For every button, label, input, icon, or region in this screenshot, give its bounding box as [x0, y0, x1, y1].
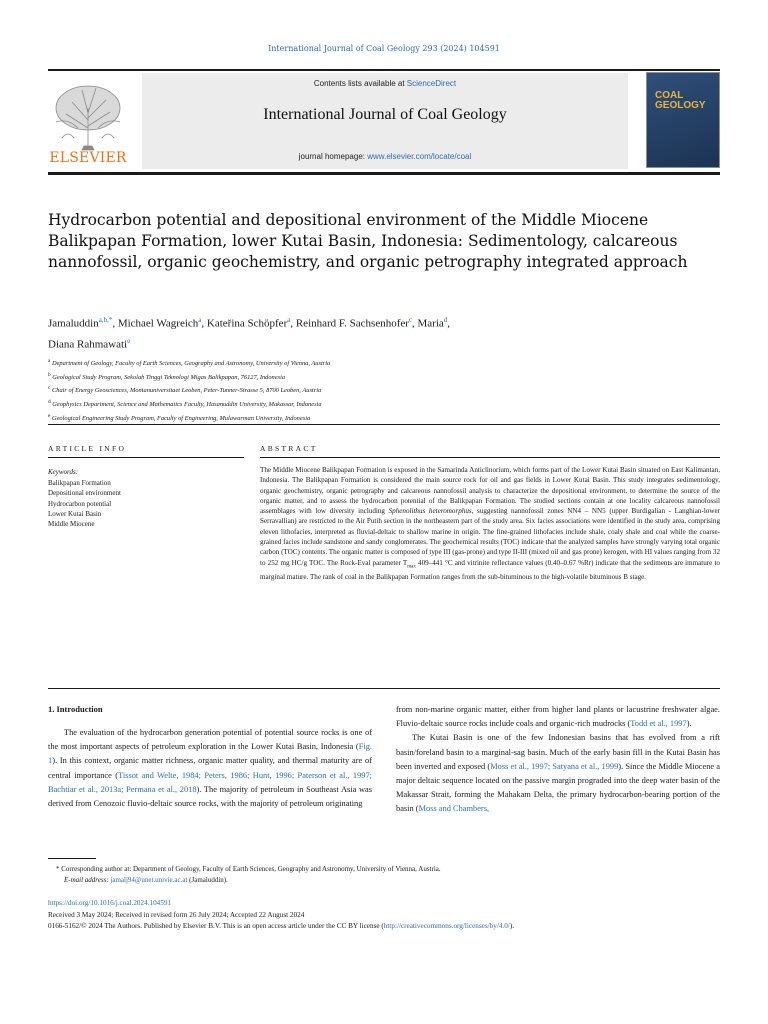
- affiliation-list: [48, 356, 688, 424]
- author-name[interactable]: Kateřina Schöpfer: [206, 317, 288, 330]
- affiliation: $^d$ Geophysics Department, Science and Mathematics Faculty, Hasanuddin University, Makassar, Indonesia: [48, 398, 322, 408]
- body-column-right: [396, 703, 720, 817]
- footnote-rule: [48, 858, 96, 859]
- author-affil-marker[interactable]: a: [198, 316, 202, 324]
- cover-title: COAL GEOLOGY: [655, 90, 706, 111]
- author-affil-marker[interactable]: c: [408, 316, 413, 324]
- contents-line: [142, 79, 628, 88]
- paragraph: The evaluation of the hydrocarbon generation potential of potential source rocks is one of the most important aspects of petroleum exploration in the Lower Kutai Basin, Indonesia (Fig. 1). In this context, organic matter richness, organic matter quality, and thermal maturity are of central importance (Tissot and Welte, 1984; Peters, 1986; Hunt, 1996; Paterson et al., 1997; Bachtiar et al., 2013a; Permana et al., 2018). The majority of petroleum in Southeast Asia was derived from Cenozoic fluvio-deltaic source rocks, with the majority of petroleum originating: [48, 728, 372, 809]
- article-title: Hydrocarbon potential and depositional environment of the Middle Miocene Balikpapan Formation, lower Kutai Basin, Indonesia: Sedimentology, calcareous nannofossil, organic geochemistry, and organic petrography integrated approach: [48, 211, 688, 271]
- abstract-rule: [260, 457, 720, 458]
- section-rule: [48, 424, 720, 425]
- keyword: Hydrocarbon potential: [48, 499, 112, 508]
- sciencedirect-link[interactable]: ScienceDirect: [406, 79, 457, 88]
- received-dates: Received 3 May 2024; Received in revised form 26 July 2024; Accepted 22 August 2024: [48, 910, 305, 919]
- masthead-top-rule: [48, 69, 720, 71]
- license-link[interactable]: http://creativecommons.org/licenses/by/4.0/: [383, 922, 510, 930]
- author-affil-marker[interactable]: d: [443, 316, 448, 324]
- keywords-label: Keywords:: [48, 468, 79, 476]
- keyword: Lower Kutai Basin: [48, 509, 102, 518]
- citation-link[interactable]: Moss and Chambers,: [418, 804, 490, 814]
- keyword: Middle Miocene: [48, 520, 95, 529]
- author-name[interactable]: Reinhard F. Sachsenhofer: [295, 317, 409, 330]
- affiliation: $^e$ Geological Engineering Study Program, Faculty of Engineering, Mulawarman University, Indonesia: [48, 412, 311, 422]
- citation-link[interactable]: Todd et al., 1997: [630, 719, 687, 729]
- journal-citation-link[interactable]: International Journal of Coal Geology 293 (2024) 104591: [268, 44, 500, 53]
- keyword: Balikpapan Formation: [48, 479, 111, 487]
- homepage-prefix: journal homepage:: [298, 152, 368, 161]
- figure-reference-link[interactable]: Fig. 1: [48, 742, 372, 766]
- author-name[interactable]: Jamaluddin: [48, 317, 99, 330]
- doi-link[interactable]: https://doi.org/10.1016/j.coal.2024.104591: [48, 899, 172, 907]
- body-column-left: [48, 726, 372, 811]
- author-affil-marker[interactable]: a,b,*: [98, 316, 113, 324]
- paragraph: The Kutai Basin is one of the few Indonesian basins that has evolved from a rift basin/foreland basin to a marginal-sag basin. Much of the early basin fill in the Kutai Basin has been inverted and exposed (Moss et al., 1997; Satyana et al., 1999). Since the Middle Miocene a major deltaic sequence located on the passive margin prograded into the deep water basin of the Makassar Strait, forming the Mahakam Delta, the primary hydrocarbon-bearing portion of the basin (Moss and Chambers,: [396, 733, 720, 814]
- keyword: Depositional environment: [48, 489, 121, 498]
- citation-link[interactable]: Moss et al., 1997; Satyana et al., 1999: [490, 761, 619, 771]
- journal-title: International Journal of Coal Geology: [263, 106, 507, 123]
- author-name[interactable]: Michael Wagreich: [117, 317, 199, 330]
- author-affil-marker[interactable]: a: [287, 316, 291, 324]
- footnotes: [48, 864, 720, 886]
- email-note: E-mail address: jamalj94@unet.univie.ac.at (Jamaluddin).: [64, 876, 228, 884]
- abstract-bottom-rule: [48, 688, 720, 689]
- journal-homepage-link[interactable]: www.elsevier.com/locate/coal: [367, 152, 472, 161]
- article-info-rule: [48, 457, 244, 458]
- masthead-bottom-rule: [48, 172, 720, 175]
- affiliation: $^b$ Geological Study Program, Sekolah Tinggi Teknologi Migas Balikpapan, 76127, Indonesia: [48, 371, 286, 381]
- author-list: Jamaluddin$^{a,b,*}$, Michael Wagreich$^a$, Kateřina Schöpfer$^a$, Reinhard F. Sachsenhofer$^c$, Maria$^d$, Diana Rahmawati$^e$: [48, 316, 451, 351]
- author-affil-marker[interactable]: e: [127, 336, 131, 345]
- journal-cover-image: [646, 72, 720, 168]
- keyword-list: [48, 478, 121, 529]
- section-heading-introduction: 1. Introduction: [48, 704, 103, 714]
- publisher-wordmark: ELSEVIER: [49, 150, 127, 166]
- abstract-text: The Middle Miocene Balikpapan Formation is exposed in the Samarinda Anticlinorium, which forms part of the Lower Kutai Basin situated on East Kalimantan, Indonesia. The Balikpapan Formation is considered the main source rock for oil and gas fields in Lower Kutai Basin. This study integrates sedimentology, organic geochemistry, organic petrography and calcareous nannofossil analysis to characterize the depositional environment, to determine the source of the organic matter, and to assess the hydrocarbon potential of the Balikpapan Formation. The studied sections contain at one locality calcareous nannofossil assemblages with low diversity including Sphenolithus heteromorphus, suggesting nannofossil zones NN4 – NN5 (upper Burdigalian - Langhian-lower Serravallian) are restricted to the Air Putih section in the northeastern part of the study area. Six facies associations were identified in the study area, comprising eleven lithofacies, interpreted as fluvial-deltaic to shallow marine in origin. The fine-grained lithofacies include shale, coaly shale and coal while the coarse-grained facies include sandstone and sandy conglomerates. The geochemical results (TOC) indicate that the analyzed samples have strongly varying total organic carbon (TOC) contents. The organic matter is composed of type III (gas-prone) and type II-III (mixed oil and gas prone) kerogen, with HI values ranging from 32 to 252 mg HC/g TOC. The Rock-Eval parameter $T_{max}$ 409–441 °C and vitrinite reflectance values (0.40–0.67 %Rr) indicate that the sediments are immature to marginal mature. The rank of coal in the Balikpapan Formation ranges from the sub-bituminous to the high-volatile bituminous B stage.: [260, 466, 720, 582]
- article-metadata: [48, 898, 738, 933]
- journal-masthead-panel: [142, 73, 628, 169]
- affiliation: $^c$ Chair of Energy Geosciences, Montanuniversitaet Leoben, Peter-Tunner-Strasse 5, 8700 Leoben, Austria: [48, 385, 322, 395]
- affiliation: $^a$ Department of Geology, Faculty of Earth Sciences, Geography and Astronomy, University of Vienna, Austria: [48, 358, 331, 368]
- citation-link[interactable]: Tissot and Welte, 1984; Peters, 1986; Hunt, 1996; Paterson et al., 1997; Bachtiar et al., 2013a; Permana et al., 2018: [48, 770, 372, 794]
- author-name[interactable]: Diana Rahmawati: [48, 338, 128, 351]
- license-line: 0166-5162/© 2024 The Authors. Published by Elsevier B.V. This is an open access article under the CC BY license (http://creativecommons.org/licenses/by/4.0/).: [48, 922, 515, 930]
- contents-prefix: Contents lists available at: [313, 79, 407, 88]
- article-info-heading: ARTICLE INFO: [48, 444, 127, 453]
- author-name[interactable]: Maria: [417, 317, 444, 330]
- corresponding-author-note: * Corresponding author at: Department of Geology, Faculty of Earth Sciences, Geography and Astronomy, University of Vienna, Austria.: [56, 865, 441, 873]
- paragraph: from non-marine organic matter, either from higher land plants or lacustrine freshwater algae. Fluvio-deltaic source rocks include coals and organic-rich mudrocks (Todd et al., 1997).: [396, 705, 720, 729]
- abstract-heading: ABSTRACT: [260, 444, 318, 453]
- email-link[interactable]: jamalj94@unet.univie.ac.at: [110, 876, 188, 884]
- homepage-line: [142, 152, 628, 161]
